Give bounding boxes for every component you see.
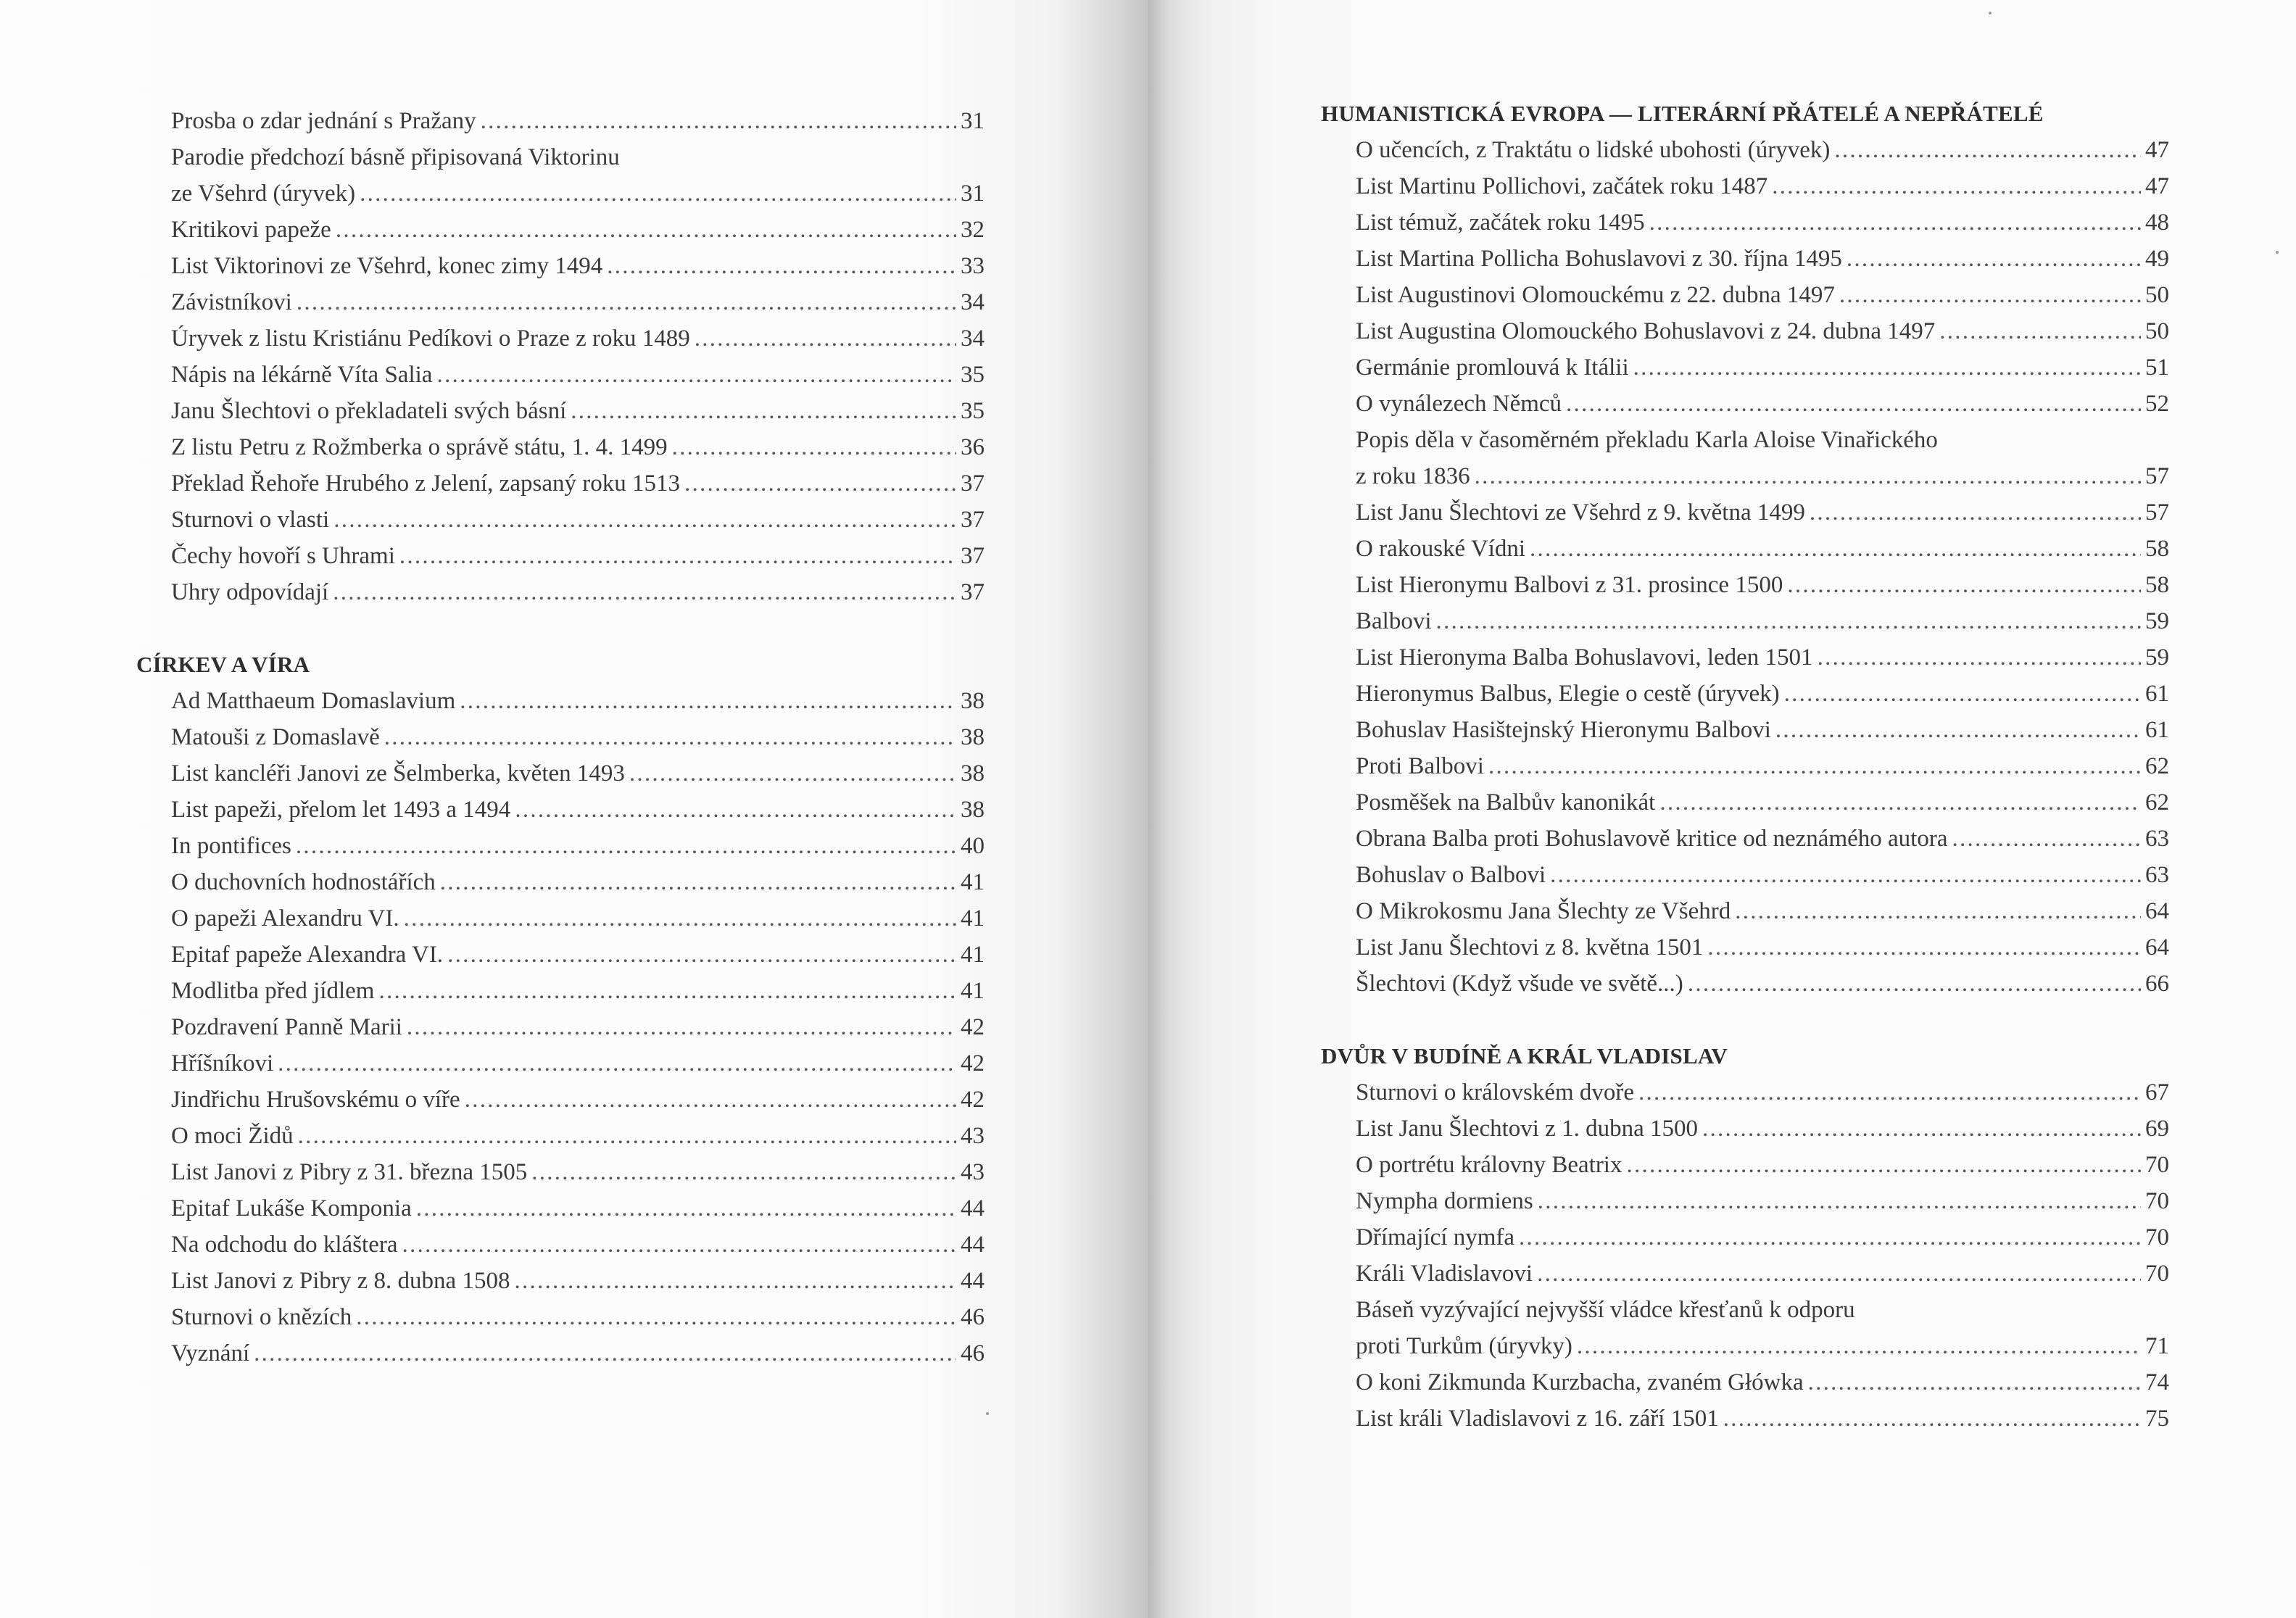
entry-page-number: 35 bbox=[961, 398, 985, 424]
toc-entry bbox=[1356, 567, 2169, 603]
entry-page-number: 59 bbox=[2145, 608, 2169, 634]
toc-entry bbox=[1356, 821, 2169, 857]
toc-entry bbox=[171, 1082, 985, 1118]
entry-page-number: 37 bbox=[961, 579, 985, 605]
entry-title: List Martinu Pollichovi, začátek roku 1487 bbox=[1356, 173, 1768, 199]
toc-entry bbox=[171, 1154, 985, 1190]
entry-title-line bbox=[1356, 1328, 2169, 1364]
entry-page-number: 66 bbox=[2145, 971, 2169, 997]
toc-entry bbox=[1356, 1292, 2169, 1364]
entry-page-number: 46 bbox=[961, 1340, 985, 1366]
toc-entry bbox=[1356, 1111, 2169, 1147]
entry-page-number: 61 bbox=[2145, 717, 2169, 743]
entry-page-number: 59 bbox=[2145, 644, 2169, 671]
entry-title: O rakouské Vídni bbox=[1356, 536, 1526, 562]
toc-entry bbox=[171, 1263, 985, 1299]
entry-title-continuation: proti Turkům (úryvky) bbox=[1356, 1333, 1572, 1359]
entry-page-number: 37 bbox=[961, 543, 985, 569]
entry-page-number: 41 bbox=[961, 978, 985, 1004]
entry-page-number: 49 bbox=[2145, 246, 2169, 272]
dot-leader bbox=[1808, 1364, 2141, 1401]
entry-title: List Janu Šlechtovi z 1. dubna 1500 bbox=[1356, 1116, 1699, 1142]
entry-title: O portrétu královny Beatrix bbox=[1356, 1152, 1622, 1178]
entry-page-number: 32 bbox=[961, 217, 985, 243]
toc-entry bbox=[171, 683, 985, 719]
entry-page-number: 70 bbox=[2145, 1261, 2169, 1287]
entry-title: Popis děla v časoměrném překladu Karla Aloise Vinařického bbox=[1356, 427, 1938, 453]
dot-leader bbox=[384, 719, 956, 755]
entry-title: Překlad Řehoře Hrubého z Jelení, zapsaný roku 1513 bbox=[171, 470, 680, 497]
entry-page-number: 31 bbox=[961, 181, 985, 207]
entry-title: Báseň vyzývající nejvyšší vládce křesťanů k odporu bbox=[1356, 1297, 1855, 1323]
entry-page-number: 58 bbox=[2145, 572, 2169, 598]
dot-leader bbox=[1735, 893, 2141, 929]
entry-title: O Mikrokosmu Jana Šlechty ze Všehrd bbox=[1356, 898, 1731, 924]
toc-entry bbox=[1356, 1147, 2169, 1183]
entry-title: Dřímající nymfa bbox=[1356, 1224, 1515, 1250]
toc-entry bbox=[171, 139, 985, 212]
entry-title: Čechy hovoří s Uhrami bbox=[171, 543, 395, 569]
entry-title: O duchovních hodnostářích bbox=[171, 869, 436, 895]
dot-leader bbox=[607, 248, 956, 284]
section-heading: HUMANISTICKÁ EVROPA — LITERÁRNÍ PŘÁTELÉ A NEPŘÁTELÉ bbox=[1321, 101, 2044, 126]
dot-leader bbox=[1784, 676, 2141, 712]
entry-page-number: 47 bbox=[2145, 173, 2169, 199]
toc-entry bbox=[1356, 313, 2169, 349]
toc-entry bbox=[171, 212, 985, 248]
entry-page-number: 63 bbox=[2145, 826, 2169, 852]
toc-entry bbox=[171, 357, 985, 393]
section-heading: DVŮR V BUDÍNĚ A KRÁL VLADISLAV bbox=[1321, 1043, 1728, 1069]
dot-leader bbox=[514, 1263, 956, 1299]
entry-title: O učencích, z Traktátu o lidské ubohosti (úryvek) bbox=[1356, 137, 1831, 163]
entry-page-number: 70 bbox=[2145, 1152, 2169, 1178]
entry-page-number: 74 bbox=[2145, 1369, 2169, 1395]
section-heading: CÍRKEV A VÍRA bbox=[136, 652, 310, 677]
entry-page-number: 62 bbox=[2145, 789, 2169, 816]
dot-leader bbox=[416, 1190, 956, 1227]
toc-entry bbox=[1356, 204, 2169, 241]
dot-leader bbox=[481, 103, 956, 139]
entry-title: Obrana Balba proti Bohuslavově kritice od neznámého autora bbox=[1356, 826, 1948, 852]
entry-page-number: 41 bbox=[961, 905, 985, 932]
toc-entry bbox=[171, 792, 985, 828]
entry-page-number: 75 bbox=[2145, 1406, 2169, 1432]
entry-page-number: 38 bbox=[961, 688, 985, 714]
entry-title: Nympha dormiens bbox=[1356, 1188, 1533, 1214]
toc-entry bbox=[1356, 893, 2169, 929]
entry-title: Parodie předchozí básně připisovaná Viktorinu bbox=[171, 144, 620, 170]
entry-title: List Martina Pollicha Bohuslavovi z 30. října 1495 bbox=[1356, 246, 1842, 272]
entry-page-number: 31 bbox=[961, 108, 985, 134]
toc-entry bbox=[1356, 241, 2169, 277]
entry-title: Na odchodu do kláštera bbox=[171, 1232, 398, 1258]
dot-leader bbox=[1475, 458, 2141, 494]
entry-title: Vyznání bbox=[171, 1340, 250, 1366]
toc-entry bbox=[1356, 603, 2169, 639]
toc-entry bbox=[1356, 132, 2169, 168]
entry-title: Posměšek na Balbův kanonikát bbox=[1356, 789, 1656, 816]
entry-page-number: 37 bbox=[961, 470, 985, 497]
left-toc bbox=[136, 103, 985, 1372]
entry-title: Šlechtovi (Když všude ve světě...) bbox=[1356, 971, 1683, 997]
right-page bbox=[1148, 0, 2296, 1618]
toc-entry bbox=[1356, 966, 2169, 1002]
entry-title: List Janu Šlechtovi ze Všehrd z 9. května 1499 bbox=[1356, 499, 1805, 526]
entry-title-line bbox=[171, 175, 985, 212]
entry-page-number: 42 bbox=[961, 1087, 985, 1113]
entry-title: List Augustina Olomouckého Bohuslavovi z 24. dubna 1497 bbox=[1356, 318, 1936, 344]
entry-page-number: 70 bbox=[2145, 1224, 2169, 1250]
entry-title: List Viktorinovi ze Všehrd, konec zimy 1494 bbox=[171, 253, 603, 279]
dot-leader bbox=[1659, 784, 2141, 821]
toc-entry bbox=[1356, 1219, 2169, 1256]
entry-page-number: 61 bbox=[2145, 681, 2169, 707]
entry-page-number: 62 bbox=[2145, 753, 2169, 779]
entry-title: Králi Vladislavovi bbox=[1356, 1261, 1533, 1287]
toc-entry bbox=[171, 900, 985, 937]
entry-page-number: 34 bbox=[961, 289, 985, 315]
entry-page-number: 57 bbox=[2145, 499, 2169, 526]
entry-title: List témuž, začátek roku 1495 bbox=[1356, 209, 1645, 236]
toc-entry bbox=[171, 828, 985, 864]
entry-title: Epitaf papeže Alexandra VI. bbox=[171, 942, 444, 968]
entry-title: Janu Šlechtovi o překladateli svých básní bbox=[171, 398, 567, 424]
entry-page-number: 71 bbox=[2145, 1333, 2169, 1359]
entry-title: Hříšníkovi bbox=[171, 1050, 274, 1076]
toc-entry bbox=[171, 937, 985, 973]
entry-title: Pozdravení Panně Marii bbox=[171, 1014, 402, 1040]
dot-leader bbox=[531, 1154, 956, 1190]
toc-entry bbox=[1356, 639, 2169, 676]
entry-title: Sturnovi o královském dvoře bbox=[1356, 1079, 1635, 1105]
entry-page-number: 70 bbox=[2145, 1188, 2169, 1214]
entry-page-number: 44 bbox=[961, 1268, 985, 1294]
toc-entry bbox=[171, 393, 985, 429]
entry-title: O vynálezech Němců bbox=[1356, 391, 1562, 417]
entry-title-continuation: z roku 1836 bbox=[1356, 463, 1470, 489]
dot-leader bbox=[515, 792, 956, 828]
dot-leader bbox=[1436, 603, 2142, 639]
dot-leader bbox=[460, 683, 956, 719]
toc-entry bbox=[171, 1118, 985, 1154]
dot-leader bbox=[1772, 168, 2141, 204]
dot-leader bbox=[1939, 313, 2141, 349]
entry-title: Závistníkovi bbox=[171, 289, 292, 315]
toc-entry bbox=[171, 248, 985, 284]
dot-leader bbox=[404, 900, 956, 937]
dot-leader bbox=[254, 1335, 956, 1372]
entry-page-number: 58 bbox=[2145, 536, 2169, 562]
entry-title: List Augustinovi Olomouckému z 22. dubna 1497 bbox=[1356, 282, 1835, 308]
entry-page-number: 34 bbox=[961, 325, 985, 352]
toc-entry bbox=[171, 1299, 985, 1335]
dot-leader bbox=[333, 574, 956, 610]
entry-page-number: 42 bbox=[961, 1050, 985, 1076]
entry-page-number: 69 bbox=[2145, 1116, 2169, 1142]
toc-entry bbox=[171, 1335, 985, 1372]
dot-leader bbox=[1723, 1401, 2141, 1437]
dot-leader bbox=[1818, 639, 2141, 676]
entry-title: Úryvek z listu Kristiánu Pedíkovi o Praze z roku 1489 bbox=[171, 325, 690, 352]
entry-title: O moci Židů bbox=[171, 1123, 294, 1149]
toc-entry bbox=[1356, 857, 2169, 893]
dot-leader bbox=[1787, 567, 2141, 603]
entry-title: List kancléři Janovi ze Šelmberka, květen 1493 bbox=[171, 760, 625, 787]
toc-entry bbox=[1356, 386, 2169, 422]
toc-entry bbox=[1356, 1074, 2169, 1111]
entry-page-number: 64 bbox=[2145, 934, 2169, 961]
toc-entry bbox=[1356, 1183, 2169, 1219]
toc-entry bbox=[171, 465, 985, 502]
dot-leader bbox=[1839, 277, 2141, 313]
dot-leader bbox=[1707, 929, 2141, 966]
dot-leader bbox=[1577, 1328, 2141, 1364]
entry-page-number: 38 bbox=[961, 760, 985, 787]
dot-leader bbox=[1530, 531, 2141, 567]
toc-entry bbox=[171, 864, 985, 900]
entry-page-number: 67 bbox=[2145, 1079, 2169, 1105]
toc-entry bbox=[171, 320, 985, 357]
entry-title: Z listu Petru z Rožmberka o správě státu, 1. 4. 1499 bbox=[171, 434, 668, 460]
entry-page-number: 47 bbox=[2145, 137, 2169, 163]
entry-title: Germánie promlouvá k Itálii bbox=[1356, 354, 1629, 381]
entry-title: Ad Matthaeum Domaslavium bbox=[171, 688, 456, 714]
entry-page-number: 43 bbox=[961, 1159, 985, 1185]
dot-leader bbox=[1847, 241, 2141, 277]
entry-title: List papeži, přelom let 1493 a 1494 bbox=[171, 797, 511, 823]
dot-leader bbox=[356, 1299, 956, 1335]
dot-leader bbox=[1834, 132, 2141, 168]
entry-title: Jindřichu Hrušovskému o víře bbox=[171, 1087, 460, 1113]
entry-title: Modlitba před jídlem bbox=[171, 978, 375, 1004]
dot-leader bbox=[1566, 386, 2141, 422]
dot-leader bbox=[465, 1082, 956, 1118]
dot-leader bbox=[336, 212, 956, 248]
entry-title: In pontifices bbox=[171, 833, 291, 859]
toc-entry bbox=[171, 284, 985, 320]
toc-entry bbox=[171, 1009, 985, 1045]
dot-leader bbox=[1638, 1074, 2141, 1111]
dot-leader bbox=[1702, 1111, 2141, 1147]
toc-entry bbox=[1356, 1256, 2169, 1292]
entry-page-number: 43 bbox=[961, 1123, 985, 1149]
toc-entry bbox=[171, 574, 985, 610]
entry-title-continuation: ze Všehrd (úryvek) bbox=[171, 181, 356, 207]
section-spacer bbox=[136, 610, 985, 647]
entry-page-number: 63 bbox=[2145, 862, 2169, 888]
dot-leader bbox=[407, 1009, 956, 1045]
dot-leader bbox=[440, 864, 956, 900]
toc-entry bbox=[171, 429, 985, 465]
entry-title: List Hieronyma Balba Bohuslavovi, leden 1501 bbox=[1356, 644, 1813, 671]
entry-title-line bbox=[1356, 458, 2169, 494]
entry-page-number: 36 bbox=[961, 434, 985, 460]
entry-page-number: 44 bbox=[961, 1232, 985, 1258]
section-spacer bbox=[1321, 1002, 2169, 1038]
entry-page-number: 51 bbox=[2145, 354, 2169, 381]
toc-entry bbox=[1356, 1401, 2169, 1437]
entry-page-number: 50 bbox=[2145, 318, 2169, 344]
dot-leader bbox=[333, 502, 956, 538]
entry-page-number: 48 bbox=[2145, 209, 2169, 236]
dot-leader bbox=[1649, 204, 2141, 241]
dot-leader bbox=[1519, 1219, 2141, 1256]
entry-page-number: 41 bbox=[961, 942, 985, 968]
toc-entry bbox=[171, 973, 985, 1009]
dot-leader bbox=[399, 538, 956, 574]
page-speck bbox=[2276, 251, 2279, 254]
dot-leader bbox=[1537, 1256, 2141, 1292]
entry-page-number: 50 bbox=[2145, 282, 2169, 308]
entry-title: Bohuslav o Balbovi bbox=[1356, 862, 1546, 888]
toc-entry bbox=[171, 1227, 985, 1263]
dot-leader bbox=[402, 1227, 957, 1263]
toc-entry bbox=[171, 1045, 985, 1082]
dot-leader bbox=[1952, 821, 2141, 857]
dot-leader bbox=[629, 755, 956, 792]
dot-leader bbox=[378, 973, 956, 1009]
dot-leader bbox=[297, 284, 956, 320]
entry-title: Epitaf Lukáše Komponia bbox=[171, 1195, 412, 1221]
right-toc bbox=[1321, 96, 2169, 1437]
entry-title: List Janovi z Pibry z 31. března 1505 bbox=[171, 1159, 528, 1185]
entry-title: Nápis na lékárně Víta Salia bbox=[171, 362, 433, 388]
toc-entry bbox=[1356, 168, 2169, 204]
entry-title: Bohuslav Hasištejnský Hieronymu Balbovi bbox=[1356, 717, 1771, 743]
entry-title: Sturnovi o vlasti bbox=[171, 507, 330, 533]
toc-entry bbox=[1356, 277, 2169, 313]
dot-leader bbox=[1550, 857, 2141, 893]
toc-entry bbox=[171, 103, 985, 139]
entry-page-number: 38 bbox=[961, 797, 985, 823]
entry-title: Proti Balbovi bbox=[1356, 753, 1484, 779]
entry-title: List králi Vladislavovi z 16. září 1501 bbox=[1356, 1406, 1719, 1432]
entry-title: Hieronymus Balbus, Elegie o cestě (úryvek) bbox=[1356, 681, 1780, 707]
toc-entry bbox=[1356, 676, 2169, 712]
entry-page-number: 38 bbox=[961, 724, 985, 750]
dot-leader bbox=[1810, 494, 2141, 531]
entry-title: Balbovi bbox=[1356, 608, 1432, 634]
entry-title: O koni Zikmunda Kurzbacha, zvaném Główka bbox=[1356, 1369, 1804, 1395]
toc-entry bbox=[171, 1190, 985, 1227]
toc-entry bbox=[1356, 748, 2169, 784]
dot-leader bbox=[298, 1118, 956, 1154]
toc-entry bbox=[1356, 929, 2169, 966]
entry-page-number: 57 bbox=[2145, 463, 2169, 489]
entry-page-number: 46 bbox=[961, 1304, 985, 1330]
dot-leader bbox=[695, 320, 956, 357]
dot-leader bbox=[1488, 748, 2141, 784]
dot-leader bbox=[1626, 1147, 2141, 1183]
entry-page-number: 33 bbox=[961, 253, 985, 279]
dot-leader bbox=[447, 937, 956, 973]
entry-title: Prosba o zdar jednání s Pražany bbox=[171, 108, 476, 134]
entry-title: List Janovi z Pibry z 8. dubna 1508 bbox=[171, 1268, 510, 1294]
entry-title: Uhry odpovídají bbox=[171, 579, 329, 605]
toc-entry bbox=[171, 719, 985, 755]
dot-leader bbox=[1775, 712, 2141, 748]
toc-entry bbox=[171, 538, 985, 574]
dot-leader bbox=[1538, 1183, 2141, 1219]
entry-title: Kritikovi papeže bbox=[171, 217, 331, 243]
dot-leader bbox=[1688, 966, 2141, 1002]
toc-entry bbox=[171, 502, 985, 538]
page-speck bbox=[1989, 12, 1992, 14]
entry-title: List Hieronymu Balbovi z 31. prosince 1500 bbox=[1356, 572, 1783, 598]
toc-entry bbox=[1356, 422, 2169, 494]
dot-leader bbox=[571, 393, 956, 429]
entry-title: O papeži Alexandru VI. bbox=[171, 905, 399, 932]
entry-page-number: 44 bbox=[961, 1195, 985, 1221]
entry-page-number: 64 bbox=[2145, 898, 2169, 924]
entry-page-number: 41 bbox=[961, 869, 985, 895]
toc-entry bbox=[1356, 712, 2169, 748]
page-speck bbox=[986, 1412, 989, 1415]
dot-leader bbox=[672, 429, 956, 465]
toc-entry bbox=[1356, 531, 2169, 567]
entry-page-number: 40 bbox=[961, 833, 985, 859]
toc-entry bbox=[171, 755, 985, 792]
toc-entry bbox=[1356, 1364, 2169, 1401]
toc-entry bbox=[1356, 494, 2169, 531]
toc-entry bbox=[1356, 784, 2169, 821]
entry-title: Matouši z Domaslavě bbox=[171, 724, 380, 750]
entry-page-number: 35 bbox=[961, 362, 985, 388]
entry-title: List Janu Šlechtovi z 8. května 1501 bbox=[1356, 934, 1704, 961]
entry-title: Sturnovi o knězích bbox=[171, 1304, 352, 1330]
entry-page-number: 52 bbox=[2145, 391, 2169, 417]
dot-leader bbox=[1633, 349, 2141, 386]
entry-page-number: 37 bbox=[961, 507, 985, 533]
toc-entry bbox=[1356, 349, 2169, 386]
dot-leader bbox=[684, 465, 956, 502]
dot-leader bbox=[296, 828, 956, 864]
dot-leader bbox=[360, 175, 956, 212]
dot-leader bbox=[436, 357, 956, 393]
dot-leader bbox=[278, 1045, 956, 1082]
entry-page-number: 42 bbox=[961, 1014, 985, 1040]
